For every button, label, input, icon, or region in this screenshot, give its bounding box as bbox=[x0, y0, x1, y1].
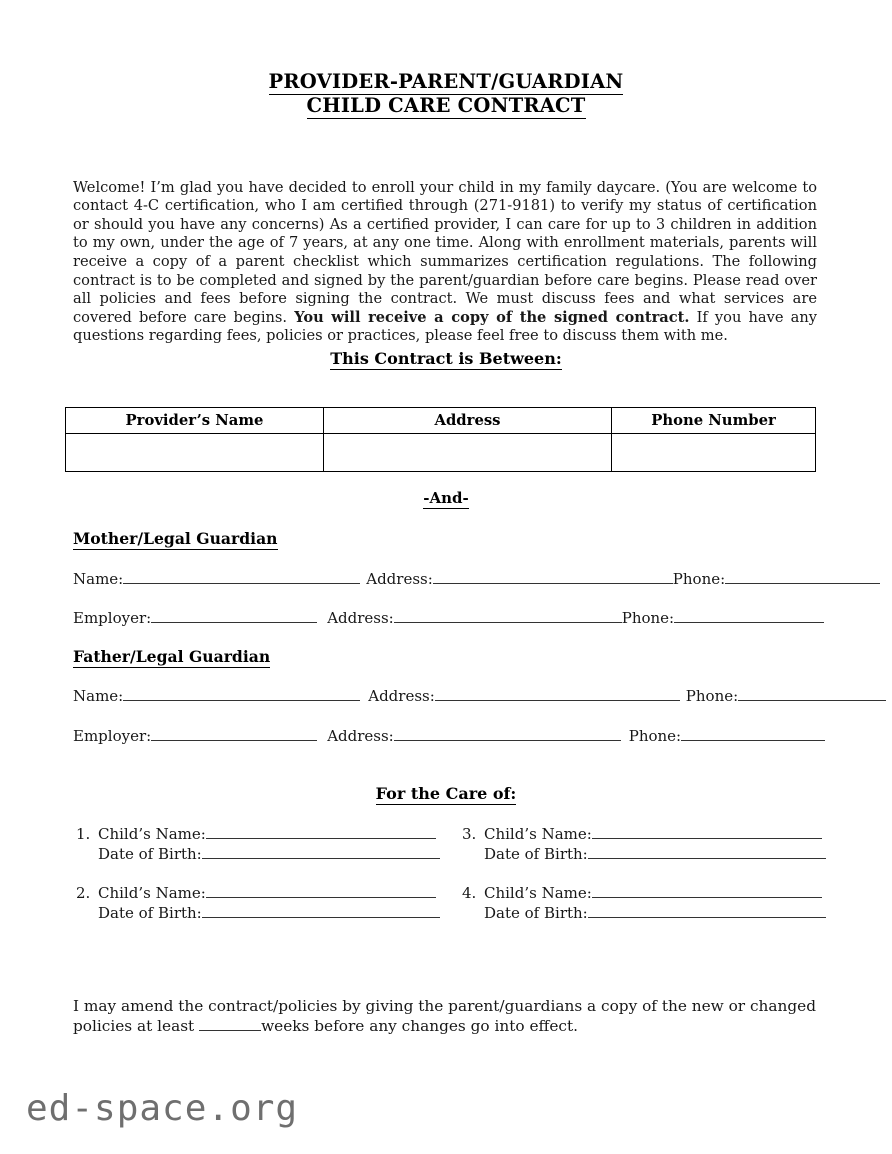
father-employer-input[interactable] bbox=[151, 726, 317, 741]
title-line-2: CHILD CARE CONTRACT bbox=[306, 94, 586, 117]
father-phone-label: Phone: bbox=[685, 687, 739, 705]
child-4-dob-row bbox=[462, 903, 826, 923]
child-3-name-row bbox=[462, 824, 826, 844]
heading-father-legal-guardian: Father/Legal Guardian bbox=[73, 647, 271, 666]
mother-employer-label: Employer: bbox=[73, 609, 152, 627]
cell-provider-phone[interactable] bbox=[612, 434, 816, 472]
child-entry-1 bbox=[76, 824, 440, 864]
father-name-input[interactable] bbox=[123, 686, 360, 701]
intro-bold-notice: You will receive a copy of the signed contract. bbox=[294, 308, 690, 326]
father-phone-input[interactable] bbox=[738, 686, 886, 701]
child-4-name-row bbox=[462, 883, 826, 903]
child-3-name-label: Child’s Name: bbox=[484, 825, 592, 843]
father-employer-address-label: Address: bbox=[327, 727, 394, 745]
father-address-input[interactable] bbox=[435, 686, 680, 701]
child-entry-2 bbox=[76, 883, 440, 923]
title-line-1: PROVIDER-PARENT/GUARDIAN bbox=[268, 70, 624, 93]
child-4-number: 4. bbox=[462, 884, 477, 902]
table-row bbox=[66, 434, 816, 472]
child-3-name-input[interactable] bbox=[592, 824, 822, 839]
father-address-label: Address: bbox=[368, 687, 435, 705]
child-3-dob-row bbox=[462, 844, 826, 864]
child-3-dob-label: Date of Birth: bbox=[484, 845, 588, 863]
father-employer-address-input[interactable] bbox=[394, 726, 621, 741]
child-2-name-input[interactable] bbox=[206, 883, 436, 898]
mother-name-row bbox=[73, 569, 817, 588]
child-1-dob-input[interactable] bbox=[202, 844, 440, 859]
father-employer-phone-input[interactable] bbox=[681, 726, 825, 741]
mother-phone-label: Phone: bbox=[672, 570, 726, 588]
child-2-dob-row bbox=[76, 903, 440, 923]
child-1-name-label: Child’s Name: bbox=[98, 825, 206, 843]
child-3-number: 3. bbox=[462, 825, 477, 843]
child-4-dob-input[interactable] bbox=[588, 903, 826, 918]
child-2-dob-label: Date of Birth: bbox=[98, 904, 202, 922]
table-header-phone-number: Phone Number bbox=[612, 408, 816, 434]
child-2-name-row bbox=[76, 883, 440, 903]
amendment-text-part-2: weeks before any changes go into effect. bbox=[261, 1017, 579, 1036]
child-3-dob-input[interactable] bbox=[588, 844, 826, 859]
child-entry-4 bbox=[462, 883, 826, 923]
mother-address-label: Address: bbox=[366, 570, 433, 588]
mother-employer-phone-label: Phone: bbox=[621, 609, 675, 627]
heading-and-separator: -And- bbox=[423, 489, 469, 507]
amendment-weeks-input[interactable] bbox=[199, 1016, 261, 1031]
mother-employer-phone-input[interactable] bbox=[674, 608, 824, 623]
intro-paragraph bbox=[73, 179, 817, 346]
father-name-label: Name: bbox=[73, 687, 124, 705]
mother-employer-address-input[interactable] bbox=[394, 608, 622, 623]
heading-for-the-care-of: For the Care of: bbox=[375, 784, 517, 803]
child-1-name-input[interactable] bbox=[206, 824, 436, 839]
mother-employer-input[interactable] bbox=[151, 608, 317, 623]
table-header-provider-name: Provider’s Name bbox=[66, 408, 324, 434]
provider-info-table bbox=[65, 407, 816, 472]
watermark: ed-space.org bbox=[26, 1088, 299, 1129]
mother-name-label: Name: bbox=[73, 570, 124, 588]
page-title bbox=[0, 70, 892, 118]
child-2-number: 2. bbox=[76, 884, 91, 902]
intro-text-part-1: Welcome! I’m glad you have decided to enroll your child in my family daycare. (You are welcome to contact 4-C certification, who I am certified through (271-9181) to verify my status of certification or should you have any concerns) As a certified provider, I can care for up to 3 children in addition to my own, under the age of 7 years, at any one time. Along with enrollment materials, parents will receive a copy of a parent checklist which summarizes certification regulations. The following contract is to be completed and signed by the parent/guardian before care begins. Please read over all policies and fees before signing the contract. We must discuss fees and what services are covered before care begins. bbox=[73, 178, 817, 326]
cell-provider-name[interactable] bbox=[66, 434, 324, 472]
child-1-number: 1. bbox=[76, 825, 91, 843]
heading-mother-legal-guardian: Mother/Legal Guardian bbox=[73, 529, 278, 548]
table-header-address: Address bbox=[324, 408, 612, 434]
child-4-name-label: Child’s Name: bbox=[484, 884, 592, 902]
father-employer-row bbox=[73, 726, 817, 745]
amendment-text-part-1: I may amend the contract/policies by giving the parent/guardians a copy of the new or changed policies at least bbox=[73, 997, 817, 1036]
father-employer-label: Employer: bbox=[73, 727, 152, 745]
mother-employer-address-label: Address: bbox=[327, 609, 394, 627]
table-header-row bbox=[66, 408, 816, 434]
mother-phone-input[interactable] bbox=[725, 569, 880, 584]
child-1-dob-row bbox=[76, 844, 440, 864]
amendment-paragraph bbox=[73, 996, 817, 1036]
child-4-name-input[interactable] bbox=[592, 883, 822, 898]
mother-address-input[interactable] bbox=[433, 569, 673, 584]
cell-provider-address[interactable] bbox=[324, 434, 612, 472]
child-1-name-row bbox=[76, 824, 440, 844]
child-2-dob-input[interactable] bbox=[202, 903, 440, 918]
mother-name-input[interactable] bbox=[123, 569, 360, 584]
heading-contract-between: This Contract is Between: bbox=[330, 349, 562, 368]
child-2-name-label: Child’s Name: bbox=[98, 884, 206, 902]
child-entry-3 bbox=[462, 824, 826, 864]
intro-text-part-2: If you have any questions regarding fees, policies or practices, please feel free to discuss them with me. bbox=[73, 308, 817, 345]
mother-employer-row bbox=[73, 608, 817, 627]
child-1-dob-label: Date of Birth: bbox=[98, 845, 202, 863]
father-name-row bbox=[73, 686, 817, 705]
father-employer-phone-label: Phone: bbox=[628, 727, 682, 745]
child-4-dob-label: Date of Birth: bbox=[484, 904, 588, 922]
